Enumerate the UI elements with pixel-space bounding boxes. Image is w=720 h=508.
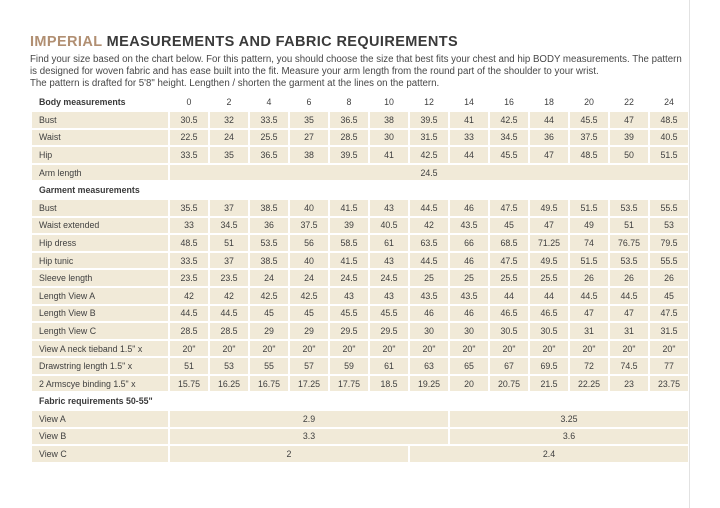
table-row: [32, 446, 688, 462]
value-cell: 16.25: [210, 376, 248, 392]
value-cell: 28.5: [210, 323, 248, 339]
value-cell: 20": [370, 341, 408, 357]
row-label: Hip tunic: [32, 253, 168, 269]
value-cell: 30.5: [170, 112, 208, 128]
value-cell: 53.5: [610, 200, 648, 216]
row-label: 2 Armscye binding 1.5" x: [32, 376, 168, 392]
value-cell: 29: [250, 323, 288, 339]
row-label: Fabric requirements 50-55": [39, 396, 153, 407]
value-cell: 40: [290, 200, 328, 216]
row-label: View A: [32, 411, 168, 427]
value-cell: 41: [450, 112, 488, 128]
value-cell: 35: [210, 147, 248, 163]
value-cell: 39: [610, 130, 648, 146]
value-cell: 42.5: [250, 288, 288, 304]
value-cell: 46: [450, 253, 488, 269]
value-cell: 48.5: [650, 112, 688, 128]
row-label: Drawstring length 1.5" x: [32, 358, 168, 374]
value-cell: 53.5: [610, 253, 648, 269]
page-title-accent: IMPERIAL: [30, 34, 103, 50]
value-cell: 45.5: [570, 112, 608, 128]
value-cell: 44: [450, 147, 488, 163]
value-cell: 31: [610, 323, 648, 339]
value-cell: 47.5: [490, 200, 528, 216]
value-cell: 3.25: [450, 411, 688, 427]
value-cell: 37: [210, 200, 248, 216]
value-cell: 79.5: [650, 235, 688, 251]
value-cell: 39: [330, 218, 368, 234]
value-cell: 43: [370, 200, 408, 216]
value-cell: 25: [450, 270, 488, 286]
value-cell: 20": [330, 341, 368, 357]
value-cell: 41.5: [330, 253, 368, 269]
value-cell: 46: [450, 306, 488, 322]
section-header-row: [32, 393, 688, 409]
value-cell: 25.5: [530, 270, 568, 286]
row-label: View A neck tieband 1.5" x: [32, 341, 168, 357]
value-cell: 77: [650, 358, 688, 374]
table-row: [32, 270, 688, 286]
value-cell: 43.5: [410, 288, 448, 304]
value-cell: 44: [530, 112, 568, 128]
value-cell: 44: [530, 288, 568, 304]
value-cell: 51: [170, 358, 208, 374]
table-row: [32, 288, 688, 304]
value-cell: 49.5: [530, 200, 568, 216]
value-cell: 40.5: [370, 218, 408, 234]
value-cell: 59: [330, 358, 368, 374]
value-cell: 51: [610, 218, 648, 234]
value-cell: 41: [370, 147, 408, 163]
value-cell: 47: [530, 218, 568, 234]
size-column-header: 0: [186, 97, 192, 108]
value-cell: 41.5: [330, 200, 368, 216]
value-cell: 24: [210, 130, 248, 146]
value-cell: 39.5: [330, 147, 368, 163]
value-cell: 44.5: [410, 253, 448, 269]
value-cell: 29.5: [370, 323, 408, 339]
value-cell: 28.5: [170, 323, 208, 339]
value-cell: 68.5: [490, 235, 528, 251]
value-cell: 61: [370, 235, 408, 251]
value-cell: 26: [610, 270, 648, 286]
value-cell: 34.5: [490, 130, 528, 146]
value-cell: 36: [250, 218, 288, 234]
row-label: Sleeve length: [32, 270, 168, 286]
value-cell: 47.5: [490, 253, 528, 269]
value-cell: 18.5: [370, 376, 408, 392]
size-column-header: 6: [306, 97, 312, 108]
value-cell: 22.25: [570, 376, 608, 392]
size-column-header: 2: [226, 97, 232, 108]
value-cell: 20: [450, 376, 488, 392]
value-cell: 42: [410, 218, 448, 234]
value-cell: 42.5: [290, 288, 328, 304]
row-label: Hip: [32, 147, 168, 163]
value-cell: 51: [210, 235, 248, 251]
table-row: [32, 200, 688, 216]
value-cell: 25.5: [490, 270, 528, 286]
value-cell: 49: [570, 218, 608, 234]
section-header-row: [32, 182, 688, 198]
table-row: [32, 341, 688, 357]
value-cell: 55.5: [650, 253, 688, 269]
value-cell: 44.5: [170, 306, 208, 322]
value-cell: 28.5: [330, 130, 368, 146]
value-cell: 44.5: [610, 288, 648, 304]
value-cell: 55: [250, 358, 288, 374]
intro-line-1: Find your size based on the chart below. For this pattern, you should choose the size that best fits your chest and hip BODY measurements. The pattern: [30, 54, 682, 65]
value-cell: 66: [450, 235, 488, 251]
value-cell: 36.5: [330, 112, 368, 128]
row-label: Waist: [32, 130, 168, 146]
value-cell: 74.5: [610, 358, 648, 374]
value-cell: 35.5: [170, 200, 208, 216]
section-spacer: [170, 393, 688, 409]
value-cell: 39.5: [410, 112, 448, 128]
value-cell: 20": [450, 341, 488, 357]
value-cell: 74: [570, 235, 608, 251]
value-cell: 35: [290, 112, 328, 128]
table-row: [32, 147, 688, 163]
value-cell: 47.5: [650, 306, 688, 322]
value-cell: 24.5: [170, 165, 688, 181]
table-row: [32, 253, 688, 269]
value-cell: 3.3: [170, 429, 448, 445]
section-spacer: [170, 182, 688, 198]
value-cell: 20": [250, 341, 288, 357]
intro-line-2: is designed for woven fabric and has ease built into the fit. Measure your arm length from the round part of the shoulder to your wrist.: [30, 65, 599, 77]
value-cell: 30: [410, 323, 448, 339]
value-cell: 20": [170, 341, 208, 357]
value-cell: 32: [210, 112, 248, 128]
value-cell: 23.5: [210, 270, 248, 286]
value-cell: 26: [650, 270, 688, 286]
value-cell: 36: [530, 130, 568, 146]
value-cell: 65: [450, 358, 488, 374]
value-cell: 44.5: [410, 200, 448, 216]
size-chart-table: [30, 92, 690, 463]
value-cell: 38: [290, 147, 328, 163]
row-label: Waist extended: [32, 218, 168, 234]
value-cell: 30: [370, 130, 408, 146]
value-cell: 44.5: [210, 306, 248, 322]
row-label: Arm length: [32, 165, 168, 181]
value-cell: 56: [290, 235, 328, 251]
value-cell: 30: [450, 323, 488, 339]
value-cell: 67: [490, 358, 528, 374]
value-cell: 43: [330, 288, 368, 304]
value-cell: 30.5: [490, 323, 528, 339]
value-cell: 47: [610, 112, 648, 128]
value-cell: 44.5: [570, 288, 608, 304]
value-cell: 33.5: [250, 112, 288, 128]
value-cell: 20": [610, 341, 648, 357]
size-column-header: 20: [584, 97, 594, 108]
value-cell: 45: [290, 306, 328, 322]
value-cell: 31.5: [410, 130, 448, 146]
value-cell: 34.5: [210, 218, 248, 234]
value-cell: 2.9: [170, 411, 448, 427]
table-row: [32, 376, 688, 392]
value-cell: 43: [370, 253, 408, 269]
value-cell: 45: [650, 288, 688, 304]
value-cell: 30.5: [530, 323, 568, 339]
value-cell: 23.5: [170, 270, 208, 286]
value-cell: 37.5: [290, 218, 328, 234]
table-row: [32, 323, 688, 339]
value-cell: 17.75: [330, 376, 368, 392]
size-column-header: 4: [266, 97, 272, 108]
value-cell: 38.5: [250, 253, 288, 269]
value-cell: 33: [170, 218, 208, 234]
table-row: [32, 165, 688, 181]
value-cell: 43: [370, 288, 408, 304]
value-cell: 29.5: [330, 323, 368, 339]
value-cell: 63.5: [410, 235, 448, 251]
intro-line-3: The pattern is drafted for 5'8" height. Lengthen / shorten the garment at the lines on the pattern.: [30, 77, 440, 89]
value-cell: 47: [570, 306, 608, 322]
value-cell: 72: [570, 358, 608, 374]
value-cell: 16.75: [250, 376, 288, 392]
value-cell: 53.5: [250, 235, 288, 251]
value-cell: 38.5: [250, 200, 288, 216]
value-cell: 76.75: [610, 235, 648, 251]
value-cell: 45.5: [330, 306, 368, 322]
value-cell: 20": [650, 341, 688, 357]
value-cell: 36.5: [250, 147, 288, 163]
value-cell: 3.6: [450, 429, 688, 445]
value-cell: 33.5: [170, 147, 208, 163]
page-title: [30, 34, 689, 50]
row-label: Length View B: [32, 306, 168, 322]
value-cell: 20": [530, 341, 568, 357]
size-column-header: 14: [464, 97, 474, 108]
value-cell: 40: [290, 253, 328, 269]
value-cell: 45: [250, 306, 288, 322]
value-cell: 47: [610, 306, 648, 322]
value-cell: 23.75: [650, 376, 688, 392]
row-label: Body measurements: [39, 97, 126, 108]
table-row: [32, 130, 688, 146]
value-cell: 33.5: [170, 253, 208, 269]
value-cell: 63: [410, 358, 448, 374]
value-cell: 24: [250, 270, 288, 286]
row-label: Bust: [32, 200, 168, 216]
value-cell: 25.5: [250, 130, 288, 146]
row-label: Hip dress: [32, 235, 168, 251]
value-cell: 21.5: [530, 376, 568, 392]
value-cell: 20": [570, 341, 608, 357]
value-cell: 46: [410, 306, 448, 322]
value-cell: 31: [570, 323, 608, 339]
value-cell: 42.5: [410, 147, 448, 163]
value-cell: 31.5: [650, 323, 688, 339]
value-cell: 61: [370, 358, 408, 374]
size-column-header: 8: [346, 97, 352, 108]
value-cell: 33: [450, 130, 488, 146]
value-cell: 45.5: [370, 306, 408, 322]
row-label: Bust: [32, 112, 168, 128]
size-column-header: 24: [664, 97, 674, 108]
table-row: [32, 429, 688, 445]
size-column-header: 10: [384, 97, 394, 108]
value-cell: 20": [290, 341, 328, 357]
value-cell: 46: [450, 200, 488, 216]
value-cell: 40.5: [650, 130, 688, 146]
value-cell: 29: [290, 323, 328, 339]
value-cell: 19.25: [410, 376, 448, 392]
value-cell: 46.5: [530, 306, 568, 322]
intro-text: [30, 54, 689, 89]
value-cell: 58.5: [330, 235, 368, 251]
size-column-header: 22: [624, 97, 634, 108]
value-cell: 22.5: [170, 130, 208, 146]
value-cell: 55.5: [650, 200, 688, 216]
value-cell: 51.5: [570, 200, 608, 216]
value-cell: 20": [490, 341, 528, 357]
row-label: Length View A: [32, 288, 168, 304]
table-row: [32, 235, 688, 251]
table-row: [32, 358, 688, 374]
value-cell: 43.5: [450, 288, 488, 304]
value-cell: 69.5: [530, 358, 568, 374]
value-cell: 42: [170, 288, 208, 304]
value-cell: 37.5: [570, 130, 608, 146]
section-header-row: [32, 94, 688, 110]
value-cell: 2: [170, 446, 408, 462]
value-cell: 45.5: [490, 147, 528, 163]
row-label: Length View C: [32, 323, 168, 339]
value-cell: 24.5: [370, 270, 408, 286]
value-cell: 37: [210, 253, 248, 269]
value-cell: 50: [610, 147, 648, 163]
value-cell: 25: [410, 270, 448, 286]
value-cell: 24: [290, 270, 328, 286]
value-cell: 71.25: [530, 235, 568, 251]
value-cell: 44: [490, 288, 528, 304]
value-cell: 24.5: [330, 270, 368, 286]
value-cell: 51.5: [570, 253, 608, 269]
value-cell: 51.5: [650, 147, 688, 163]
value-cell: 2.4: [410, 446, 688, 462]
value-cell: 43.5: [450, 218, 488, 234]
value-cell: 46.5: [490, 306, 528, 322]
table-row: [32, 306, 688, 322]
value-cell: 48.5: [170, 235, 208, 251]
row-label: View C: [32, 446, 168, 462]
page-title-main: MEASUREMENTS AND FABRIC REQUIREMENTS: [102, 34, 459, 50]
value-cell: 48.5: [570, 147, 608, 163]
value-cell: 57: [290, 358, 328, 374]
value-cell: 15.75: [170, 376, 208, 392]
size-column-header: 16: [504, 97, 514, 108]
value-cell: 26: [570, 270, 608, 286]
value-cell: 23: [610, 376, 648, 392]
value-cell: 20": [210, 341, 248, 357]
value-cell: 38: [370, 112, 408, 128]
table-row: [32, 112, 688, 128]
value-cell: 42.5: [490, 112, 528, 128]
row-label: Garment measurements: [39, 185, 140, 196]
value-cell: 49.5: [530, 253, 568, 269]
value-cell: 17.25: [290, 376, 328, 392]
value-cell: 53: [210, 358, 248, 374]
table-row: [32, 411, 688, 427]
value-cell: 27: [290, 130, 328, 146]
row-label: View B: [32, 429, 168, 445]
value-cell: 42: [210, 288, 248, 304]
size-column-header: 12: [424, 97, 434, 108]
value-cell: 47: [530, 147, 568, 163]
size-column-header: 18: [544, 97, 554, 108]
table-row: [32, 218, 688, 234]
value-cell: 53: [650, 218, 688, 234]
value-cell: 45: [490, 218, 528, 234]
value-cell: 20.75: [490, 376, 528, 392]
value-cell: 20": [410, 341, 448, 357]
